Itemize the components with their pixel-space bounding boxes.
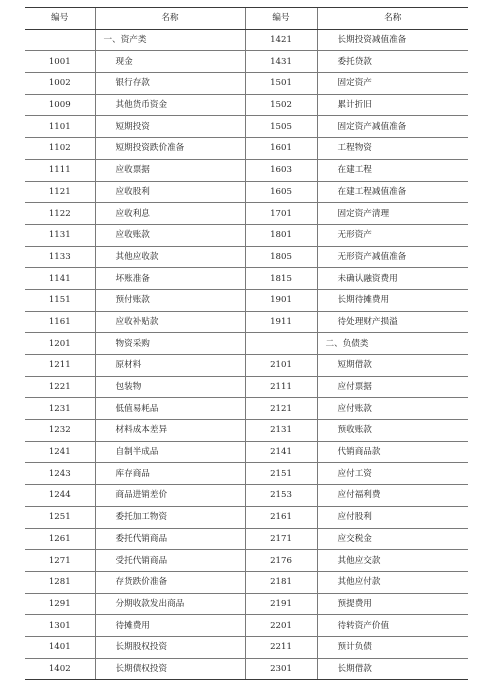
- account-code-left: 1121: [25, 181, 95, 203]
- header-name-right: 名称: [317, 8, 468, 30]
- account-code-right: 2176: [245, 550, 317, 572]
- table-row: [25, 355, 468, 377]
- table-row: [25, 571, 468, 593]
- account-code-left: 1201: [25, 333, 95, 355]
- account-name-right: 长期借款: [317, 658, 468, 680]
- account-code-left: 1251: [25, 506, 95, 528]
- table-row: [25, 203, 468, 225]
- table-row: [25, 398, 468, 420]
- table-row: [25, 463, 468, 485]
- account-name-left: 存货跌价准备: [95, 571, 245, 593]
- account-name-left: 受托代销商品: [95, 550, 245, 572]
- table-row: [25, 333, 468, 355]
- account-code-left: 1133: [25, 246, 95, 268]
- account-name-left: 短期投资跌价准备: [95, 138, 245, 160]
- account-code-right: 1801: [245, 224, 317, 246]
- account-name-left: 应收利息: [95, 203, 245, 225]
- account-code-left: 1161: [25, 311, 95, 333]
- table-row: [25, 311, 468, 333]
- account-code-right: 1505: [245, 116, 317, 138]
- account-code-left: 1244: [25, 485, 95, 507]
- account-code-right: 1421: [245, 29, 317, 51]
- table-row: [25, 246, 468, 268]
- account-code-left: 1221: [25, 376, 95, 398]
- account-code-right: 1815: [245, 268, 317, 290]
- account-name-left: 预付账款: [95, 289, 245, 311]
- account-code-left: 1122: [25, 203, 95, 225]
- account-code-left: 1009: [25, 94, 95, 116]
- account-code-right: 2171: [245, 528, 317, 550]
- account-name-left: 委托代销商品: [95, 528, 245, 550]
- account-code-left: 1131: [25, 224, 95, 246]
- table-row: [25, 376, 468, 398]
- account-name-left: 商品进销差价: [95, 485, 245, 507]
- account-name-right: 预提费用: [317, 593, 468, 615]
- header-code-left: 编号: [25, 8, 95, 30]
- table-row: [25, 51, 468, 73]
- account-name-right: 应付账款: [317, 398, 468, 420]
- table-row: [25, 615, 468, 637]
- account-name-right: 无形资产减值准备: [317, 246, 468, 268]
- account-name-right: 短期借款: [317, 355, 468, 377]
- account-name-right: 委托贷款: [317, 51, 468, 73]
- account-name-right: 在建工程: [317, 159, 468, 181]
- account-name-right: 预计负债: [317, 636, 468, 658]
- account-name-left: 分期收款发出商品: [95, 593, 245, 615]
- account-name-right: 其他应付款: [317, 571, 468, 593]
- account-name-left: 库存商品: [95, 463, 245, 485]
- account-name-left: 现金: [95, 51, 245, 73]
- account-code-right: 1601: [245, 138, 317, 160]
- account-name-left: 应收账款: [95, 224, 245, 246]
- account-name-right: 应付福利费: [317, 485, 468, 507]
- account-name-right: 预收账款: [317, 420, 468, 442]
- table-row: [25, 116, 468, 138]
- account-name-left: 应收股利: [95, 181, 245, 203]
- table-row: [25, 485, 468, 507]
- account-code-right: 2191: [245, 593, 317, 615]
- account-name-right: 工程物资: [317, 138, 468, 160]
- account-name-right: 长期投资减值准备: [317, 29, 468, 51]
- account-name-left: 应收补贴款: [95, 311, 245, 333]
- account-name-right: 固定资产: [317, 73, 468, 95]
- table-row: [25, 94, 468, 116]
- table-row: [25, 550, 468, 572]
- account-name-left: 短期投资: [95, 116, 245, 138]
- account-name-right: 固定资产清理: [317, 203, 468, 225]
- table-row: [25, 441, 468, 463]
- account-code-left: 1111: [25, 159, 95, 181]
- account-code-left: 1211: [25, 355, 95, 377]
- account-name-right: 待处理财产损溢: [317, 311, 468, 333]
- account-name-left: 原材料: [95, 355, 245, 377]
- account-code-left: 1291: [25, 593, 95, 615]
- account-code-right: [245, 333, 317, 355]
- table-row: [25, 506, 468, 528]
- account-name-left: 长期股权投资: [95, 636, 245, 658]
- account-name-right: 应付工资: [317, 463, 468, 485]
- account-code-right: 2101: [245, 355, 317, 377]
- account-code-right: 1603: [245, 159, 317, 181]
- account-code-left: 1231: [25, 398, 95, 420]
- table-row: [25, 159, 468, 181]
- account-name-right: 其他应交款: [317, 550, 468, 572]
- account-name-right: 应交税金: [317, 528, 468, 550]
- account-name-right: 累计折旧: [317, 94, 468, 116]
- account-name-left: 自制半成品: [95, 441, 245, 463]
- account-code-left: 1281: [25, 571, 95, 593]
- account-name-left: 长期债权投资: [95, 658, 245, 680]
- account-code-left: 1301: [25, 615, 95, 637]
- account-code-right: 2153: [245, 485, 317, 507]
- account-code-left: 1002: [25, 73, 95, 95]
- table-row: [25, 593, 468, 615]
- account-name-left: 包装物: [95, 376, 245, 398]
- account-name-right: 应付票据: [317, 376, 468, 398]
- account-code-right: 1701: [245, 203, 317, 225]
- account-code-left: 1102: [25, 138, 95, 160]
- table-row: [25, 658, 468, 680]
- table-body: [25, 29, 468, 680]
- account-name-right: 无形资产: [317, 224, 468, 246]
- account-name-left: 材料成本差异: [95, 420, 245, 442]
- account-code-left: 1001: [25, 51, 95, 73]
- account-code-right: 2211: [245, 636, 317, 658]
- account-code-left: [25, 29, 95, 51]
- account-name-left: 其他应收款: [95, 246, 245, 268]
- account-name-right: 待转资产价值: [317, 615, 468, 637]
- account-name-left: 银行存款: [95, 73, 245, 95]
- header-name-left: 名称: [95, 8, 245, 30]
- account-code-left: 1243: [25, 463, 95, 485]
- account-name-left: 应收票据: [95, 159, 245, 181]
- account-code-left: 1151: [25, 289, 95, 311]
- account-code-right: 2121: [245, 398, 317, 420]
- account-name-left: 坏账准备: [95, 268, 245, 290]
- account-code-right: 2111: [245, 376, 317, 398]
- header-code-right: 编号: [245, 8, 317, 30]
- account-code-right: 2131: [245, 420, 317, 442]
- table-row: [25, 73, 468, 95]
- account-code-right: 1901: [245, 289, 317, 311]
- account-name-right: 未确认融资费用: [317, 268, 468, 290]
- account-code-right: 2151: [245, 463, 317, 485]
- account-code-left: 1141: [25, 268, 95, 290]
- account-code-right: 1911: [245, 311, 317, 333]
- table-row: [25, 289, 468, 311]
- account-code-right: 2301: [245, 658, 317, 680]
- account-code-right: 1431: [245, 51, 317, 73]
- account-name-right: 二、负债类: [317, 333, 468, 355]
- header-row: [25, 8, 468, 30]
- account-name-right: 长期待摊费用: [317, 289, 468, 311]
- account-name-left: 低值易耗品: [95, 398, 245, 420]
- account-code-left: 1271: [25, 550, 95, 572]
- table-row: [25, 138, 468, 160]
- account-code-right: 1501: [245, 73, 317, 95]
- account-code-right: 2161: [245, 506, 317, 528]
- account-code-right: 1605: [245, 181, 317, 203]
- account-code-right: 2201: [245, 615, 317, 637]
- account-name-left: 其他货币资金: [95, 94, 245, 116]
- table-row: [25, 29, 468, 51]
- account-code-left: 1101: [25, 116, 95, 138]
- account-name-left: 委托加工物资: [95, 506, 245, 528]
- table-row: [25, 224, 468, 246]
- account-name-right: 代销商品款: [317, 441, 468, 463]
- account-table: [25, 7, 468, 680]
- table-row: [25, 420, 468, 442]
- account-code-left: 1232: [25, 420, 95, 442]
- account-code-left: 1401: [25, 636, 95, 658]
- account-code-table: [25, 7, 468, 680]
- account-name-left: 待摊费用: [95, 615, 245, 637]
- account-code-right: 1502: [245, 94, 317, 116]
- account-code-left: 1402: [25, 658, 95, 680]
- account-name-right: 固定资产减值准备: [317, 116, 468, 138]
- table-row: [25, 268, 468, 290]
- account-code-right: 2141: [245, 441, 317, 463]
- account-code-left: 1241: [25, 441, 95, 463]
- account-name-right: 应付股利: [317, 506, 468, 528]
- account-name-left: 物资采购: [95, 333, 245, 355]
- account-name-left: 一、资产类: [95, 29, 245, 51]
- account-code-left: 1261: [25, 528, 95, 550]
- table-row: [25, 528, 468, 550]
- account-code-right: 1805: [245, 246, 317, 268]
- account-code-right: 2181: [245, 571, 317, 593]
- account-name-right: 在建工程减值准备: [317, 181, 468, 203]
- table-row: [25, 181, 468, 203]
- table-row: [25, 636, 468, 658]
